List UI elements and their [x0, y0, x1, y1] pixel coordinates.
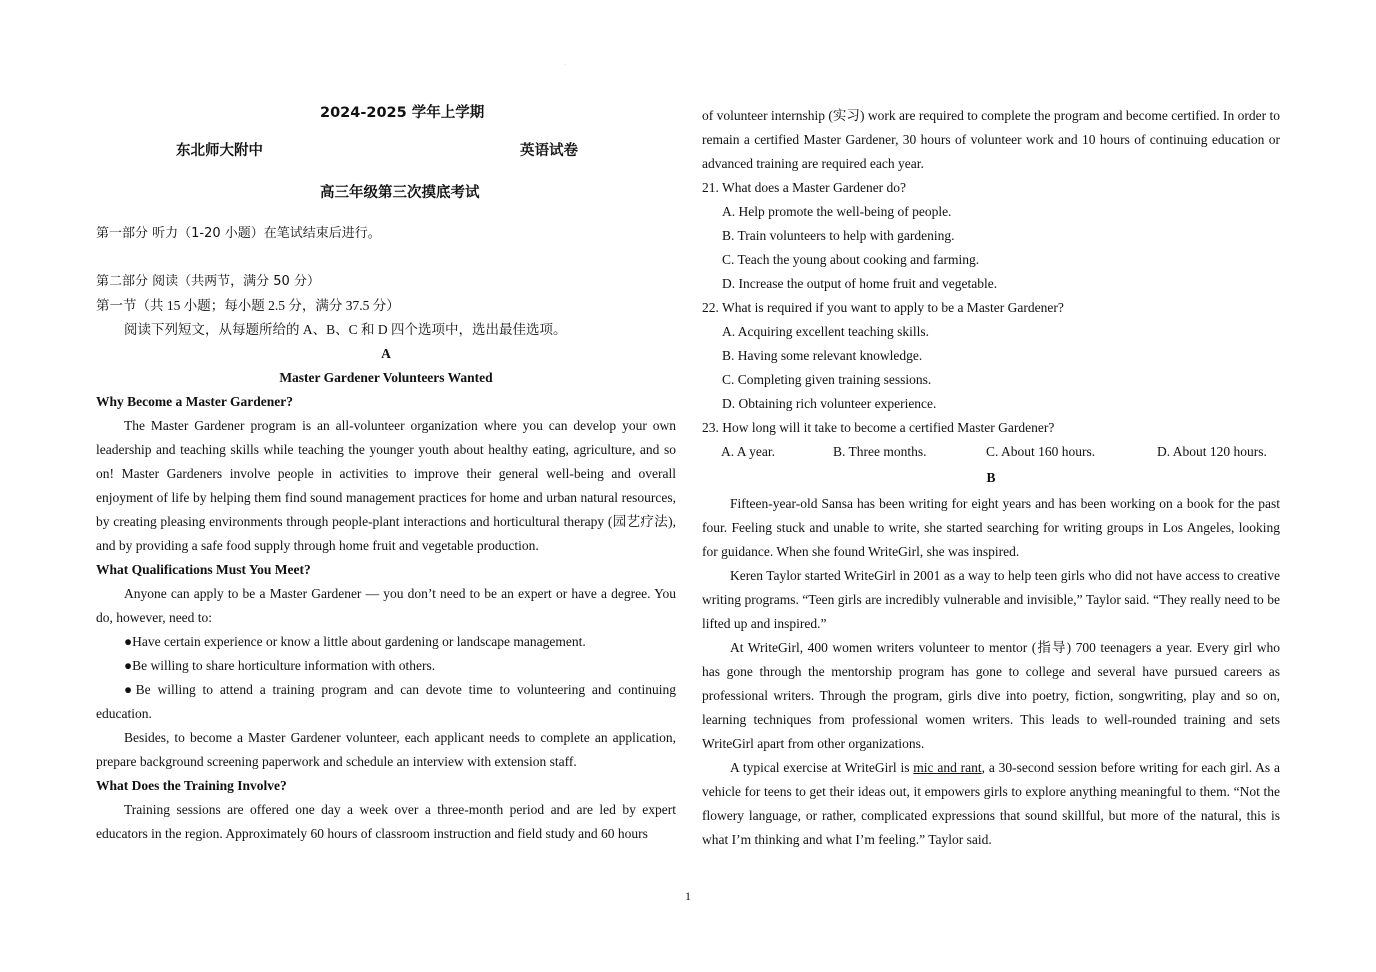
- subject-name: 英语试卷: [520, 143, 578, 159]
- question-option: D. Obtaining rich volunteer experience.: [722, 396, 937, 411]
- school-subject-line: [96, 130, 676, 172]
- question-option: A. A year.: [721, 444, 775, 459]
- paragraph-text: A typical exercise at WriteGirl is: [730, 760, 914, 775]
- section1-info: 第一节（共 15 小题；每小题 2.5 分，满分 37.5 分）: [96, 298, 400, 313]
- question-stem: 23. How long will it take to become a certified Master Gardener?: [702, 420, 1055, 435]
- exam-year: 2024-2025 学年上学期: [320, 105, 485, 121]
- question-option: B. Having some relevant knowledge.: [722, 348, 923, 363]
- question-option: A. Help promote the well-being of people.: [722, 204, 952, 219]
- passage-a-heading-2: What Qualifications Must You Meet?: [96, 562, 311, 577]
- qualification-bullet: ●Have certain experience or know a little about gardening or landscape management.: [124, 634, 586, 649]
- question-option: D. About 120 hours.: [1157, 444, 1267, 459]
- question-23: [702, 416, 1280, 464]
- passage-a-paragraph-3: Besides, to become a Master Gardener volunteer, each applicant needs to complete an application, prepare background screening paperwork and schedule an interview with extension staff.: [96, 730, 676, 769]
- exam-name: 高三年级第三次摸底考试: [320, 185, 480, 201]
- passage-a-paragraph-1: The Master Gardener program is an all-volunteer organization where you can develop your own leadership and teaching skills while teaching the younger youth about healthy eating, agriculture, and so on! Master Gardeners involve people in activities to improve their general well-being and overall enjoyment of life by helping them find sound management practices for home and urban natural resources, by creating pleasing environments through people-plant interactions and horticultural therapy (园艺疗法), and by providing a safe food supply through home fruit and vegetable production.: [96, 418, 676, 553]
- passage-b-letter: B: [986, 470, 996, 485]
- question-22: [702, 296, 1280, 416]
- scan-dot: ·: [564, 62, 566, 68]
- passage-a-heading-1: Why Become a Master Gardener?: [96, 394, 293, 409]
- part2-title: 第二部分 阅读（共两节，满分 50 分）: [96, 274, 320, 289]
- school-name: 东北师大附中: [176, 143, 263, 159]
- question-option: B. Train volunteers to help with gardening.: [722, 228, 955, 243]
- part1-note: 第一部分 听力（1-20 小题）在笔试结束后进行。: [96, 226, 381, 241]
- passage-a-letter: A: [381, 346, 391, 361]
- passage-b-paragraph-4: [702, 756, 1280, 852]
- right-column: [702, 104, 1280, 852]
- passage-a-heading-3: What Does the Training Involve?: [96, 778, 287, 793]
- question-stem: 22. What is required if you want to apply to be a Master Gardener?: [702, 300, 1064, 315]
- underlined-phrase: mic and rant: [913, 760, 982, 775]
- reading-instruction: 阅读下列短文，从每题所给的 A、B、C 和 D 四个选项中，选出最佳选项。: [124, 322, 567, 337]
- left-column: [96, 100, 676, 846]
- qualification-bullet: ●Be willing to attend a training program and can devote time to volunteering and continuing education.: [96, 682, 676, 721]
- question-option: B. Three months.: [833, 444, 927, 459]
- passage-b-paragraph-1: Fifteen-year-old Sansa has been writing for eight years and has been working on a book for the past four. Feeling stuck and unable to write, she started searching for writing groups in Los Angeles, looking for guidance. When she found WriteGirl, she was inspired.: [702, 496, 1280, 559]
- question-option: C. Completing given training sessions.: [722, 372, 932, 387]
- passage-a-paragraph-2: Anyone can apply to be a Master Gardener — you don’t need to be an expert or have a degree. You do, however, need to:: [96, 586, 676, 625]
- question-option: D. Increase the output of home fruit and vegetable.: [722, 276, 998, 291]
- paragraph-text: , a 30-second session before writing for each girl. As a vehicle for teens to get their ideas out, it empowers girls to explore anything meaningful to them. “Not the flowery language, or rather, complicated expressions that sound skillful, but more of the natural, this is what I’m thinking and what I’m feeling.” Taylor said.: [702, 760, 1280, 847]
- question-option: C. About 160 hours.: [986, 444, 1096, 459]
- page-number: 1: [685, 889, 691, 903]
- question-21: [702, 176, 1280, 296]
- passage-b-paragraph-2: Keren Taylor started WriteGirl in 2001 as a way to help teen girls who did not have access to creative writing programs. “Teen girls are incredibly vulnerable and invisible,” Taylor said. “They really need to be lifted up and inspired.”: [702, 568, 1280, 631]
- passage-b-paragraph-3: At WriteGirl, 400 women writers volunteer to mentor (指导) 700 teenagers a year. Every girl who has gone through the mentorship program has gone to college and several have pursued careers as professional writers. Through the program, girls dive into poetry, fiction, songwriting, play and so on, learning techniques from professional women writers. This leads to well-rounded training and sets WriteGirl apart from other organizations.: [702, 640, 1280, 751]
- question-stem: 21. What does a Master Gardener do?: [702, 180, 907, 195]
- question-option: A. Acquiring excellent teaching skills.: [722, 324, 929, 339]
- question-option: C. Teach the young about cooking and farming.: [722, 252, 980, 267]
- question-options-row: [702, 440, 1280, 464]
- passage-a-paragraph-4-continued: of volunteer internship (实习) work are required to complete the program and become certified. In order to remain a certified Master Gardener, 30 hours of volunteer work and 10 hours of continuing education or advanced training are required each year.: [702, 108, 1280, 171]
- passage-a-paragraph-4: Training sessions are offered one day a week over a three-month period and are led by expert educators in the region. Approximately 60 hours of classroom instruction and field study and 60 hours: [96, 802, 676, 841]
- qualification-bullet: ●Be willing to share horticulture information with others.: [124, 658, 436, 673]
- passage-a-title: Master Gardener Volunteers Wanted: [279, 370, 493, 385]
